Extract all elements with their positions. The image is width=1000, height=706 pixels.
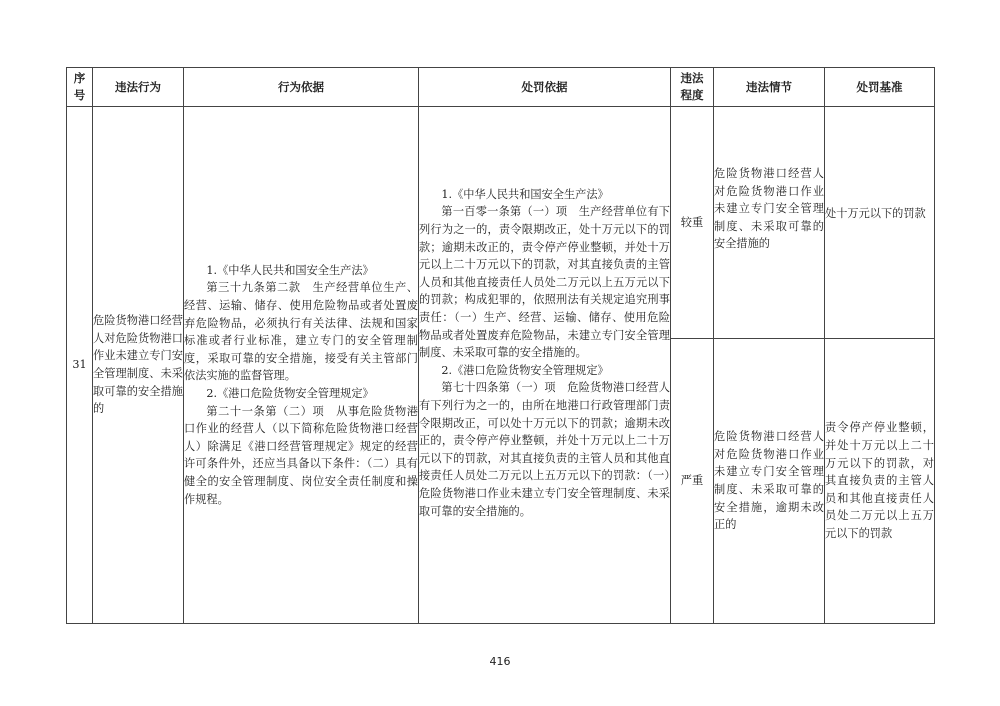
header-standard: 处罚基准 <box>825 68 935 107</box>
header-degree: 违法程度 <box>671 68 714 107</box>
header-penalty-basis: 处罚依据 <box>419 68 671 107</box>
penalty-basis: 1.《中华人民共和国安全生产法》 第一百零一条第（一）项 生产经营单位有下列行为之一的，责令限期改正，处十万元以下的罚款；逾期未改正的，责令停产停业整顿，并处十万元以上二十万元以下的罚款，对其直接负责的主管人员和其他直接责任人员处二万元以上五万元以下的罚款；构成犯罪的，依照刑法有关规定追究刑事责任：（一）生产、经营、运输、储存、使用危险物品或者处置废弃危险物品，未建立专门安全管理制度、未采取可靠的安全措施的。 2.《港口危险货物安全管理规定》 第七十四条第（一）项 危险货物港口经营人有下列行为之一的，由所在地港口行政管理部门责令限期改正，可以处十万元以下的罚款；逾期未改正的，责令停产停业整顿，并处十万元以上二十万元以下的罚款，对其直接负责的主管人员和其他直接责任人员处二万元以上五万元以下的罚款：（一）危险货物港口作业未建立专门安全管理制度、未采取可靠的安全措施的。 <box>419 107 671 624</box>
header-behavior: 违法行为 <box>93 68 184 107</box>
header-circumstance: 违法情节 <box>714 68 825 107</box>
degree-level-1: 较重 <box>671 107 714 339</box>
circumstance-level-2: 危险货物港口经营人对危险货物港口作业未建立专门安全管理制度、未采取可靠的安全措施，逾期未改正的 <box>714 339 825 624</box>
standard-level-2: 责令停产停业整顿，并处十万元以上二十万元以下的罚款，对其直接负责的主管人员和其他直接责任人员处二万元以上五万元以下的罚款 <box>825 339 935 624</box>
table-row <box>67 107 935 339</box>
header-basis: 行为依据 <box>184 68 419 107</box>
penalty-standard-table <box>66 67 935 624</box>
row-seq: 31 <box>67 107 93 624</box>
conduct-basis: 1.《中华人民共和国安全生产法》 第三十九条第二款 生产经营单位生产、经营、运输、储存、使用危险物品或者处置废弃危险物品，必须执行有关法律、法规和国家标准或者行业标准，建立专门的安全管理制度，采取可靠的安全措施，接受有关主管部门依法实施的监督管理。 2.《港口危险货物安全管理规定》 第二十一条第（二）项 从事危险货物港口作业的经营人（以下简称危险货物港口经营人）除满足《港口经营管理规定》规定的经营许可条件外，还应当具备以下条件：（二）具有健全的安全管理制度、岗位安全责任制度和操作规程。 <box>184 107 419 624</box>
circumstance-level-1: 危险货物港口经营人对危险货物港口作业未建立专门安全管理制度、未采取可靠的安全措施的 <box>714 107 825 339</box>
violation-behavior: 危险货物港口经营人对危险货物港口作业未建立专门安全管理制度、未采取可靠的安全措施的 <box>93 107 184 624</box>
header-row <box>67 68 935 107</box>
page-number: 416 <box>489 655 511 668</box>
header-seq: 序号 <box>67 68 93 107</box>
standard-level-1: 处十万元以下的罚款 <box>825 107 935 339</box>
degree-level-2: 严重 <box>671 339 714 624</box>
